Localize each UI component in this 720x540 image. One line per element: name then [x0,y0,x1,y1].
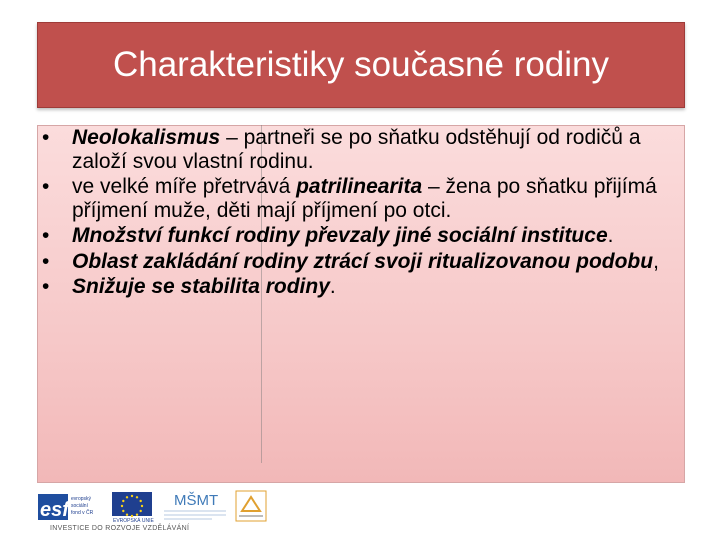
esf-logo-icon [38,490,102,524]
bullet-text: , [653,249,659,273]
bullet-item [40,275,680,299]
eu-flag-icon [110,490,154,524]
op-vk-logo-icon [234,489,268,523]
bullet-item [40,126,680,173]
esf-text-line: sociální [71,503,88,509]
bullet-text-em: Snižuje se stabilita rodiny [72,275,330,298]
footer-logos [38,487,278,537]
bullet-text: ve velké míře přetrvává [72,175,297,198]
eu-text: EVROPSKÁ UNIE [113,518,154,524]
svg-text:esf: esf [40,499,69,521]
esf-text-line: evropský [71,496,92,502]
bullet-icon: • [42,175,50,198]
bullet-item [40,224,680,248]
bullet-text-em: Množství funkcí rodiny převzaly jiné sociální instituce [72,224,608,247]
bullet-text: – partneři se po sňatku odstěhují od rodičů a založí svou vlastní rodinu. [72,126,641,173]
bullet-icon: • [42,275,50,298]
bullet-text: – žena po sňatku přijímá příjmení muže, děti mají příjmení po otci. [72,175,657,222]
msmt-text: MŠMT [174,492,219,509]
slide-title: Charakteristiky současné rodiny [112,45,610,84]
bullet-icon: • [42,126,50,149]
bullet-icon: • [42,224,50,247]
bullet-text: . [607,224,614,247]
bullet-text-em: patrilinearita [296,175,423,198]
bullet-text: . [329,275,336,298]
slide-title-box [37,22,685,108]
bullet-text-em: Neolokalismus [72,126,221,149]
bullet-icon: • [42,249,50,273]
bullet-text-em: Oblast zakládání rodiny ztrácí svoji ritualizovanou podobu [72,249,654,273]
msmt-logo-icon [162,487,228,523]
footer-caption: INVESTICE DO ROZVOJE VZDĚLÁVÁNÍ [50,525,190,532]
esf-text-line: fond v ČR [71,510,94,516]
bullet-list [40,126,680,301]
bullet-item [40,175,680,222]
bullet-item [40,250,680,274]
